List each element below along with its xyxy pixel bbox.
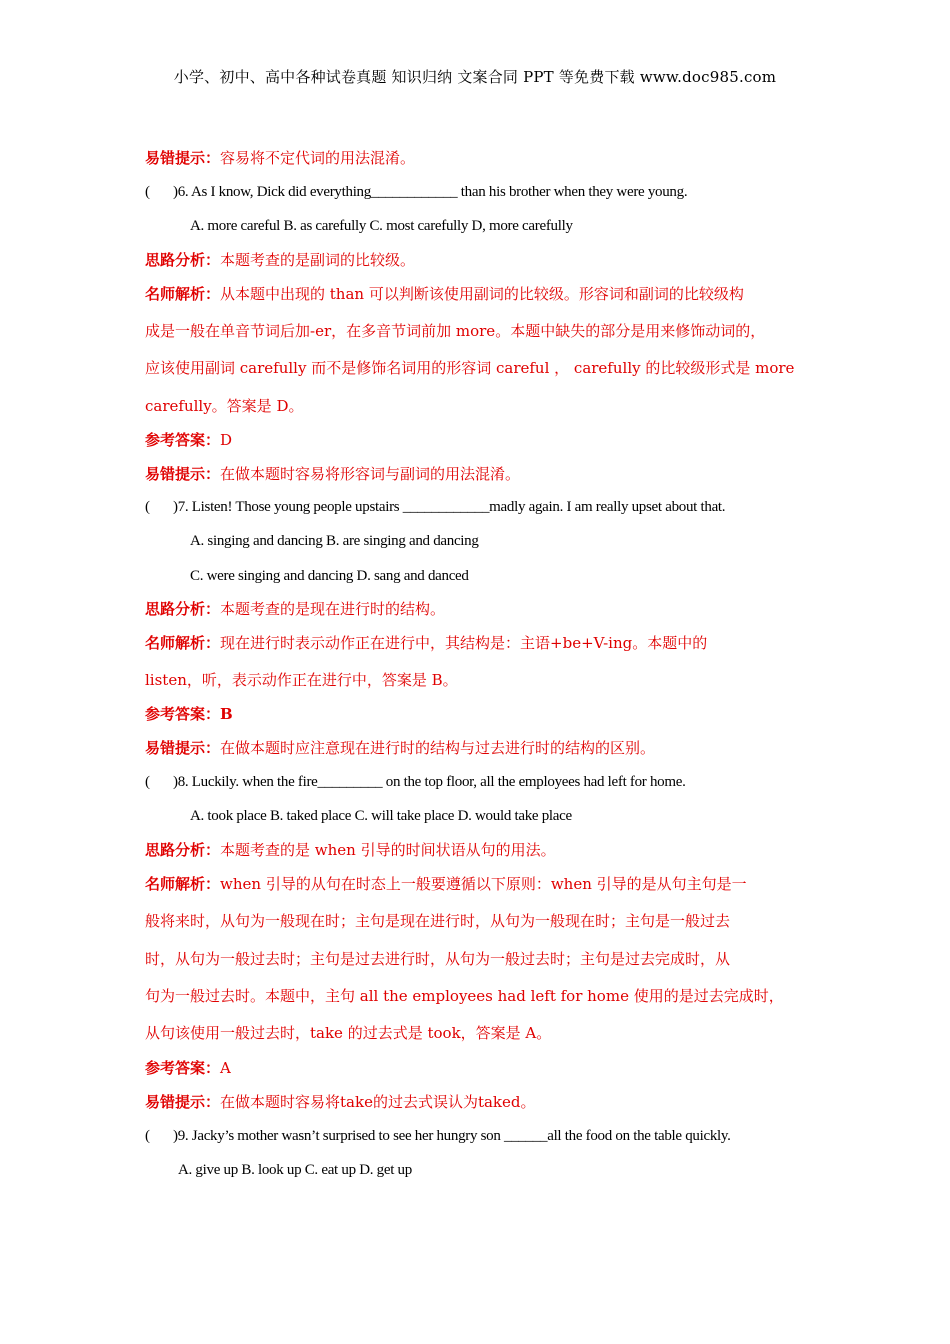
explain-line-7-2: listen，听，表示动作正在进行中，答案是 B。	[145, 671, 458, 689]
analysis-line-7: 思路分析：本题考查的是现在进行时的结构。	[145, 600, 446, 618]
page-header: 小学、初中、高中各种试卷真题 知识归纳 文案合同 PPT 等免费下载 www.doc985.com	[173, 68, 777, 86]
question-6-options: A. more careful B. as carefully C. most carefully D, more carefully	[190, 218, 573, 234]
answer-paren: (	[145, 774, 150, 790]
question-stem: )9. Jacky’s mother wasn’t surprised to see her hungry son ______all the food on the table quickly.	[173, 1128, 731, 1144]
explain-line-6-1: 名师解析：从本题中出现的 than 可以判断该使用副词的比较级。形容词和副词的比较级构	[145, 285, 744, 303]
question-stem: )6. As I know, Dick did everything____________ than his brother when they were young.	[173, 184, 688, 200]
answer-line-7: 参考答案：B	[145, 705, 233, 723]
tip-line-6: 易错提示：在做本题时容易将形容词与副词的用法混淆。	[145, 465, 521, 483]
question-7-options-1: A. singing and dancing B. are singing and dancing	[190, 533, 479, 549]
analysis-line-8: 思路分析：本题考查的是 when 引导的时间状语从句的用法。	[145, 841, 556, 859]
question-7	[145, 496, 725, 518]
question-8	[145, 771, 686, 793]
explain-line-6-4: carefully。答案是 D。	[145, 397, 304, 415]
tip-line-8: 易错提示：在做本题时容易将take的过去式误认为taked。	[145, 1093, 536, 1111]
answer-paren: (	[145, 184, 150, 200]
tip-line-7: 易错提示：在做本题时应注意现在进行时的结构与过去进行时的结构的区别。	[145, 739, 656, 757]
question-9	[145, 1125, 731, 1147]
explain-line-7-1: 名师解析：现在进行时表示动作正在进行中，其结构是：主语+be+V-ing。本题中的	[145, 634, 708, 652]
tip-text: 容易将不定代词的用法混淆。	[220, 149, 416, 167]
question-8-options: A. took place B. taked place C. will take place D. would take place	[190, 808, 572, 824]
explain-line-8-2: 般将来时，从句为一般现在时；主句是现在进行时，从句为一般现在时；主句是一般过去	[145, 912, 731, 930]
question-stem: )7. Listen! Those young people upstairs ____________madly again. I am really upset about that.	[173, 499, 726, 515]
question-9-options: A. give up B. look up C. eat up D. get up	[178, 1162, 412, 1178]
question-7-options-2: C. were singing and dancing D. sang and danced	[190, 568, 469, 584]
question-6	[145, 181, 687, 203]
tip-label: 易错提示：	[145, 149, 221, 167]
tip-line-5	[145, 147, 415, 169]
answer-paren: (	[145, 1128, 150, 1144]
question-stem: )8. Luckily. when the fire_________ on the top floor, all the employees had left for home.	[173, 774, 686, 790]
explain-line-8-3: 时，从句为一般过去时；主句是过去进行时，从句为一般过去时；主句是过去完成时，从	[145, 950, 731, 968]
explain-line-6-2: 成是一般在单音节词后加-er，在多音节词前加 more。本题中缺失的部分是用来修饰动词的，	[145, 322, 766, 340]
answer-paren: (	[145, 499, 150, 515]
explain-line-6-3: 应该使用副词 carefully 而不是修饰名词用的形容词 careful ， carefully 的比较级形式是 more	[145, 359, 795, 377]
analysis-line-6: 思路分析：本题考查的是副词的比较级。	[145, 251, 416, 269]
explain-line-8-1: 名师解析：when 引导的从句在时态上一般要遵循以下原则：when 引导的是从句主句是一	[145, 875, 747, 893]
explain-line-8-4: 句为一般过去时。本题中，主句 all the employees had left for home 使用的是过去完成时，	[145, 987, 784, 1005]
answer-line-6: 参考答案：D	[145, 431, 233, 449]
answer-line-8: 参考答案：A	[145, 1059, 231, 1077]
explain-line-8-5: 从句该使用一般过去时，take 的过去式是 took，答案是 A。	[145, 1024, 552, 1042]
